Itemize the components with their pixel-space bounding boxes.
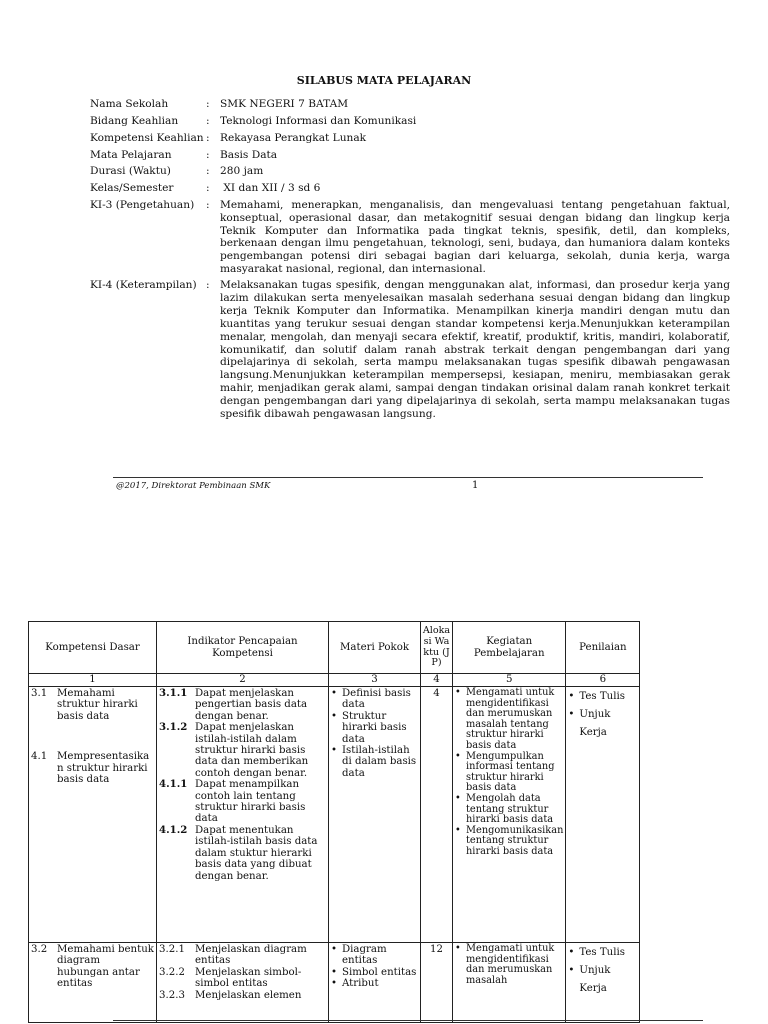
info-row-ki3 xyxy=(90,199,730,276)
indikator-item xyxy=(159,722,326,779)
bullet-icon: • xyxy=(568,709,575,720)
bullet-icon: • xyxy=(568,965,575,976)
indikator-text: Menjelaskan diagram entitas xyxy=(195,944,307,967)
penilaian-item xyxy=(568,706,637,742)
bullet-icon: • xyxy=(331,966,338,978)
info-separator: : xyxy=(206,279,210,291)
column-number: 3 xyxy=(329,674,421,687)
penilaian-text: Tes Tulis xyxy=(579,691,625,702)
table-header-row xyxy=(29,622,640,674)
indikator-number: 3.2.2 xyxy=(159,966,185,978)
bullet-icon: • xyxy=(331,745,338,757)
kd-number: 4.1 xyxy=(31,751,48,763)
penilaian-item xyxy=(568,962,637,998)
indikator-number: 4.1.1 xyxy=(159,778,188,791)
materi-text: Istilah-istilah di dalam basis data xyxy=(342,745,417,779)
info-label: Mata Pelajaran xyxy=(90,149,172,161)
kd-cell xyxy=(29,687,157,943)
indikator-item xyxy=(159,688,326,722)
indikator-item xyxy=(159,967,326,990)
column-number-row xyxy=(29,674,640,687)
penilaian-item xyxy=(568,944,637,962)
table-row xyxy=(29,943,640,1023)
penilaian-item xyxy=(568,688,637,706)
bullet-icon: • xyxy=(331,978,338,990)
indikator-text: Dapat menjelaskan istilah-istilah dalam struktur hirarki basis data dan memberikan contoh dengan benar. xyxy=(195,722,309,779)
footer-copyright: @2017, Direktorat Pembinaan SMK xyxy=(116,481,271,491)
kegiatan-text: Mengumpulkan informasi tentang struktur hirarki basis data xyxy=(466,750,555,794)
kd-item xyxy=(31,944,154,990)
indikator-text: Menjelaskan simbol-simbol entitas xyxy=(195,966,302,990)
materi-text: Definisi basis data xyxy=(342,688,411,711)
penilaian-text: Unjuk Kerja xyxy=(579,709,611,738)
materi-item xyxy=(331,978,418,989)
kegiatan-cell xyxy=(453,943,566,1023)
info-value: Basis Data xyxy=(220,149,278,161)
info-row-duration xyxy=(90,165,730,179)
waktu-cell: 4 xyxy=(421,687,453,943)
materi-text: Struktur hirarki basis data xyxy=(342,710,407,745)
info-row-subject xyxy=(90,149,730,163)
header-kegiatan: Kegiatan Pembelajaran xyxy=(453,622,566,674)
kegiatan-item xyxy=(455,794,563,826)
indikator-number: 3.1.2 xyxy=(159,721,188,734)
kd-text: Memahami bentuk diagram hubungan antar entitas xyxy=(57,944,154,990)
column-number: 1 xyxy=(29,674,157,687)
kd-item xyxy=(31,688,154,722)
ki3-text: Memahami, menerapkan, menganalisis, dan mengevaluasi tentang pengetahuan faktual, konseptual, operasional dasar, dan metakognitif sesuai dengan bidang dan lingkup kerja Teknik Komputer dan Informatika pada tingkat teknis, spesifik, detil, dan kompleks, berkenaan dengan ilmu pengetahuan, teknologi, seni, budaya, dan humaniora dalam konteks pengembangan potensi diri sebagai bagian dari keluarga, sekolah, dunia kerja, warga masyarakat nasional, regional, dan internasional. xyxy=(220,199,730,275)
penilaian-cell xyxy=(566,687,640,943)
kd-text: Mempresentasikan struktur hirarki basis data xyxy=(57,751,150,786)
indikator-item xyxy=(159,944,326,967)
waktu-cell: 12 xyxy=(421,943,453,1023)
header-penilaian: Penilaian xyxy=(566,622,640,674)
penilaian-cell xyxy=(566,943,640,1023)
penilaian-text: Tes Tulis xyxy=(579,947,625,958)
materi-text: Simbol entitas xyxy=(342,966,417,978)
indikator-number: 3.2.1 xyxy=(159,944,185,955)
ki4-text: Melaksanakan tugas spesifik, dengan menggunakan alat, informasi, dan prosedur kerja yang lazim dilakukan serta menyelesaikan masalah sederhana sesuai dengan bidang dan lingkup kerja Teknik Komputer dan Informatika. Menampilkan kinerja mandiri dengan mutu dan kuantitas yang terukur sesuai dengan standar kompetensi kerja.Menunjukkan keterampilan menalar, mengolah, dan menyaji secara efektif, kreatif, produktif, kritis, mandiri, kolaboratif, komunikatif, dan solutif dalam ranah abstrak terkait dengan pengembangan dari yang dipelajarinya di sekolah, serta mampu melaksanakan tugas spesifik dibawah pengawasan langsung.Menunjukkan keterampilan mempersepsi, kesiapan, meniru, membiasakan gerak mahir, menjadikan gerak alami, sampai dengan tindakan orisinal dalam ranah konkret terkait dengan pengembangan dari yang dipelajarinya di sekolah, serta mampu melaksanakan tugas spesifik dibawah pengawasan langsung. xyxy=(220,279,730,421)
kegiatan-text: Mengamati untuk mengidentifikasi dan merumuskan masalah xyxy=(466,943,555,986)
info-separator: : xyxy=(206,165,210,177)
bullet-icon: • xyxy=(455,750,461,762)
page-number: 1 xyxy=(472,480,479,491)
indikator-cell xyxy=(157,943,329,1023)
kd-item xyxy=(31,751,154,785)
materi-cell xyxy=(329,943,421,1023)
bullet-icon: • xyxy=(455,792,461,804)
footer-rule-page-2 xyxy=(113,1020,703,1021)
kd-text: Memahami struktur hirarki basis data xyxy=(57,688,138,722)
indikator-text: Dapat menjelaskan pengertian basis data dengan benar. xyxy=(195,688,308,722)
info-row-class xyxy=(90,182,730,196)
penilaian-text: Unjuk Kerja xyxy=(579,965,611,994)
bullet-icon: • xyxy=(331,710,338,722)
info-value: Teknologi Informasi dan Komunikasi xyxy=(220,115,417,127)
kd-number: 3.1 xyxy=(31,688,48,699)
table-row xyxy=(29,687,640,943)
indikator-cell xyxy=(157,687,329,943)
bullet-icon: • xyxy=(568,947,575,958)
indikator-item xyxy=(159,825,326,882)
indikator-item xyxy=(159,779,326,825)
header-alokasi-waktu: Alokasi Waktu (JP) xyxy=(421,622,453,674)
column-number: 2 xyxy=(157,674,329,687)
materi-cell xyxy=(329,687,421,943)
document-title: SILABUS MATA PELAJARAN xyxy=(296,74,472,87)
info-label: Kompetensi Keahlian xyxy=(90,132,204,144)
info-separator: : xyxy=(206,115,210,127)
indikator-number: 3.1.1 xyxy=(159,687,188,699)
bullet-icon: • xyxy=(568,691,575,702)
header-materi: Materi Pokok xyxy=(329,622,421,674)
kegiatan-cell xyxy=(453,687,566,943)
column-number: 4 xyxy=(421,674,453,687)
info-row-field xyxy=(90,115,730,129)
bullet-icon: • xyxy=(455,943,461,954)
bullet-icon: • xyxy=(455,687,461,698)
header-indikator: Indikator Pencapaian Kompetensi xyxy=(157,622,329,674)
kegiatan-text: Mengamati untuk mengidentifikasi dan merumuskan masalah tentang struktur hirarki basis data xyxy=(466,687,555,751)
column-number: 5 xyxy=(453,674,566,687)
indikator-text: Dapat menentukan istilah-istilah basis data dalam stuktur hierarki basis data yang dibuat dengan benar. xyxy=(195,824,318,882)
materi-item xyxy=(331,944,418,967)
materi-text: Diagram entitas xyxy=(342,944,387,967)
kegiatan-item xyxy=(455,944,563,986)
indikator-text: Menjelaskan elemen xyxy=(195,989,302,1001)
materi-item xyxy=(331,688,418,711)
info-label: Bidang Keahlian xyxy=(90,115,179,127)
indikator-item xyxy=(159,990,326,1001)
info-row-competency xyxy=(90,132,730,146)
kegiatan-text: Mengolah data tentang struktur hirarki basis data xyxy=(466,792,554,826)
materi-item xyxy=(331,967,418,978)
bullet-icon: • xyxy=(331,688,338,699)
indikator-number: 4.1.2 xyxy=(159,823,188,836)
info-label: Durasi (Waktu) xyxy=(90,165,171,177)
indikator-text: Dapat menampilkan contoh lain tentang struktur hirarki basis data xyxy=(195,779,306,825)
info-value: 280 jam xyxy=(220,165,264,177)
info-value: Rekayasa Perangkat Lunak xyxy=(220,132,367,144)
kd-cell xyxy=(29,943,157,1023)
info-label: KI-3 (Pengetahuan) xyxy=(90,199,195,211)
syllabus-table xyxy=(28,621,640,1023)
info-row-school xyxy=(90,98,730,112)
materi-item xyxy=(331,745,418,779)
info-label: Kelas/Semester xyxy=(90,182,174,194)
column-number: 6 xyxy=(566,674,640,687)
info-row-ki4 xyxy=(90,279,730,421)
header-kompetensi-dasar: Kompetensi Dasar xyxy=(29,622,157,674)
bullet-icon: • xyxy=(331,944,338,955)
kegiatan-item xyxy=(455,826,563,858)
kd-number: 3.2 xyxy=(31,944,48,955)
info-label: Nama Sekolah xyxy=(90,98,169,110)
bullet-icon: • xyxy=(455,824,461,836)
info-label: KI-4 (Keterampilan) xyxy=(90,279,197,291)
info-value: XI dan XII / 3 sd 6 xyxy=(220,182,321,194)
kegiatan-item xyxy=(455,688,563,752)
info-separator: : xyxy=(206,132,210,144)
indikator-number: 3.2.3 xyxy=(159,989,185,1001)
info-separator: : xyxy=(206,149,210,161)
info-separator: : xyxy=(206,182,210,194)
materi-item xyxy=(331,711,418,745)
kegiatan-item xyxy=(455,752,563,794)
kegiatan-text: Mengomunikasikan tentang struktur hirarki basis data xyxy=(466,824,564,857)
info-value: SMK NEGERI 7 BATAM xyxy=(220,98,349,110)
footer-rule xyxy=(113,477,703,478)
info-separator: : xyxy=(206,98,210,110)
info-separator: : xyxy=(206,199,210,211)
materi-text: Atribut xyxy=(342,978,379,990)
